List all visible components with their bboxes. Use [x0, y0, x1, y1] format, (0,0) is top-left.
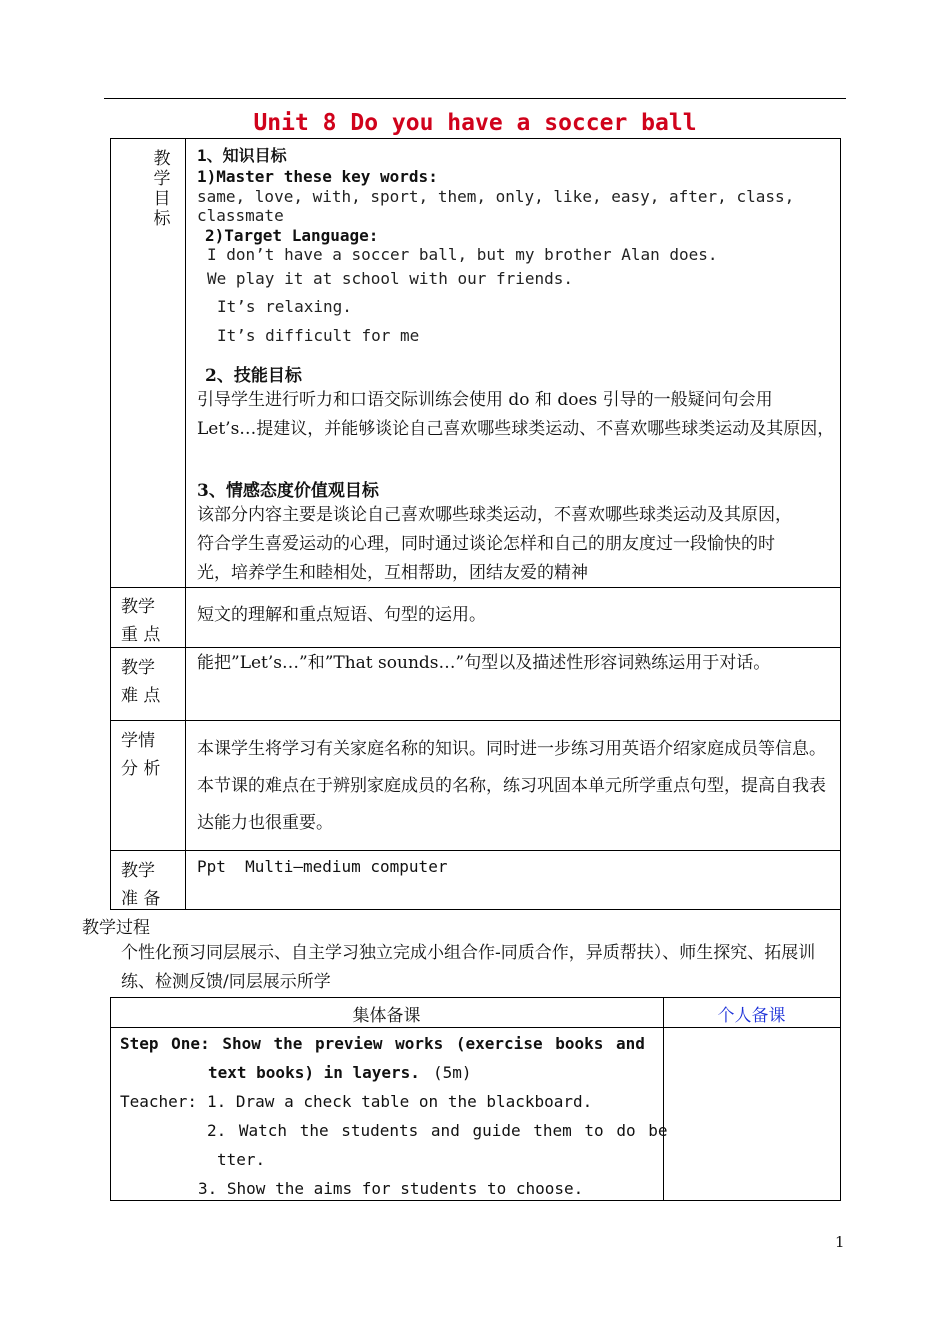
key-words-line-2: classmate: [197, 206, 284, 225]
step-item-3: 3. Show the aims for students to choose.: [198, 1179, 584, 1198]
sentence-2: We play it at school with our friends.: [207, 269, 574, 288]
sentence-3: It’s relaxing.: [217, 297, 352, 316]
row-divider-7: [110, 1027, 841, 1028]
table-right-border: [840, 138, 841, 1201]
preparation-label-2: 准 备: [121, 889, 161, 909]
step-one-line-1: Step One: Show the preview works (exercise books and: [120, 1034, 645, 1053]
row-divider-5: [110, 909, 841, 910]
step-item-1: 1. Draw a check table on the blackboard.: [207, 1092, 593, 1111]
difficult-points-text: 能把”Let’s…”和”That sounds…”句型以及描述性形容词熟练运用于对话。: [197, 653, 771, 673]
objectives-label-4: 标: [153, 209, 171, 229]
preparation-text: Ppt Multi—medium computer: [197, 857, 448, 876]
row-divider-6: [110, 997, 841, 998]
skill-text: 引导学生进行听力和口语交际训练会使用 do 和 does 引导的一般疑问句会用 Let’s…提建议，并能够谈论自己喜欢哪些球类运动、不喜欢哪些球类运动及其原因，: [197, 390, 835, 439]
row-divider-3: [110, 720, 841, 721]
step-item-2a: 2. Watch the students and guide them to do be: [207, 1121, 668, 1140]
collective-prep-header: 集体备课: [352, 1006, 421, 1026]
difficult-points-label-1: 教学: [121, 658, 155, 678]
table-bottom-border: [110, 1200, 841, 1201]
knowledge-heading: 1、知识目标: [197, 146, 287, 165]
sentence-4: It’s difficult for me: [217, 326, 420, 345]
teacher-prefix: Teacher:: [120, 1092, 198, 1111]
emotion-heading: 3、情感态度价值观目标: [197, 481, 379, 501]
analysis-label-1: 学情: [121, 731, 155, 751]
table-left-border: [110, 138, 111, 910]
label-divider: [185, 138, 186, 910]
sentence-1: I don’t have a soccer ball, but my brother Alan does.: [207, 245, 718, 264]
objectives-label-3: 目: [153, 189, 171, 209]
preparation-label-1: 教学: [121, 861, 155, 881]
process-text: 个性化预习同层展示、自主学习独立完成小组合作-同质合作，异质帮扶）、师生探究、拓展训练、检测反馈/同层展示所学: [121, 943, 816, 992]
objectives-label-1: 教: [153, 149, 171, 169]
row-divider-4: [110, 850, 841, 851]
key-words-line-1: same, love, with, sport, them, only, like, easy, after, class,: [197, 187, 795, 206]
key-points-text: 短文的理解和重点短语、句型的运用。: [197, 605, 486, 625]
analysis-text: 本课学生将学习有关家庭名称的知识。同时进一步练习用英语介绍家庭成员等信息。本节课的难点在于辨别家庭成员的名称，练习巩固本单元所学重点句型，提高自我表达能力也很重要。: [197, 739, 826, 833]
step-one-line-2: text books) in layers.: [208, 1063, 420, 1082]
key-words-heading: 1)Master these key words:: [197, 167, 438, 186]
column-divider: [663, 997, 664, 1201]
analysis-label-2: 分 析: [121, 759, 161, 779]
objectives-label-2: 学: [153, 169, 171, 189]
target-language-heading: 2)Target Language:: [205, 226, 379, 245]
process-label: 教学过程: [82, 918, 150, 938]
table-top-border: [110, 138, 841, 139]
page-number: 1: [835, 1233, 845, 1251]
top-rule: [104, 98, 846, 99]
skill-heading: 2、技能目标: [205, 366, 302, 386]
key-points-label-2: 重 点: [121, 625, 161, 645]
page-title: Unit 8 Do you have a soccer ball: [253, 110, 697, 136]
difficult-points-label-2: 难 点: [121, 686, 161, 706]
key-points-label-1: 教学: [121, 597, 155, 617]
emotion-text: 该部分内容主要是谈论自己喜欢哪些球类运动，不喜欢哪些球类运动及其原因，符合学生喜爱运动的心理，同时通过谈论怎样和自己的朋友度过一段愉快的时光，培养学生和睦相处，互相帮助，团结友爱的精神: [197, 505, 792, 583]
lower-left-border: [110, 997, 111, 1201]
step-item-2b: tter.: [217, 1150, 266, 1169]
personal-prep-header: 个人备课: [717, 1006, 786, 1026]
row-divider-2: [110, 647, 841, 648]
step-one-time: (5m): [433, 1063, 472, 1082]
